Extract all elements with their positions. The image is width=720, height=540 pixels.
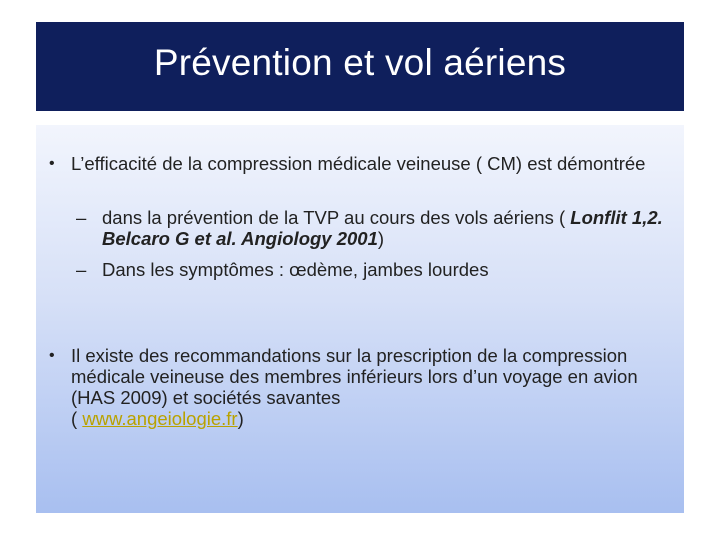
content-box [36,125,684,513]
bullet-recommendations-text: Il existe des recommandations sur la prescription de la compression médicale veineuse des membres inférieurs lors d’un voyage en avion (HAS 2009) et sociétés savantes [71,345,638,408]
link-close-paren: ) [237,408,244,429]
bullet-dot: • [49,155,55,172]
sub-bullet-symptoms [76,259,672,280]
dash-icon: – [76,259,87,280]
reference-citation: Lonflit 1,2. Belcaro G et al. Angiology 2001 [102,207,663,249]
bullet-efficacy-text: L’efficacité de la compression médicale veineuse ( CM) est démontrée [71,153,646,174]
bullet-recommendations [49,345,671,429]
sub-bullet-prevention [76,207,672,249]
angeiologie-link[interactable]: www.angeiologie.fr [82,408,238,429]
link-open-paren: ( [71,408,83,429]
sub-bullet-prevention-suffix: ) [377,228,385,249]
bullet-efficacy [49,153,671,174]
title-bar [36,22,684,111]
dash-icon: – [76,207,87,228]
sub-bullet-symptoms-text: Dans les symptômes : œdème, jambes lourdes [102,259,489,280]
slide-title: Prévention et vol aériens [153,41,567,83]
sub-bullet-prevention-prefix: dans la prévention de la TVP au cours des vols aériens ( [102,207,571,228]
bullet-dot: • [49,347,55,364]
